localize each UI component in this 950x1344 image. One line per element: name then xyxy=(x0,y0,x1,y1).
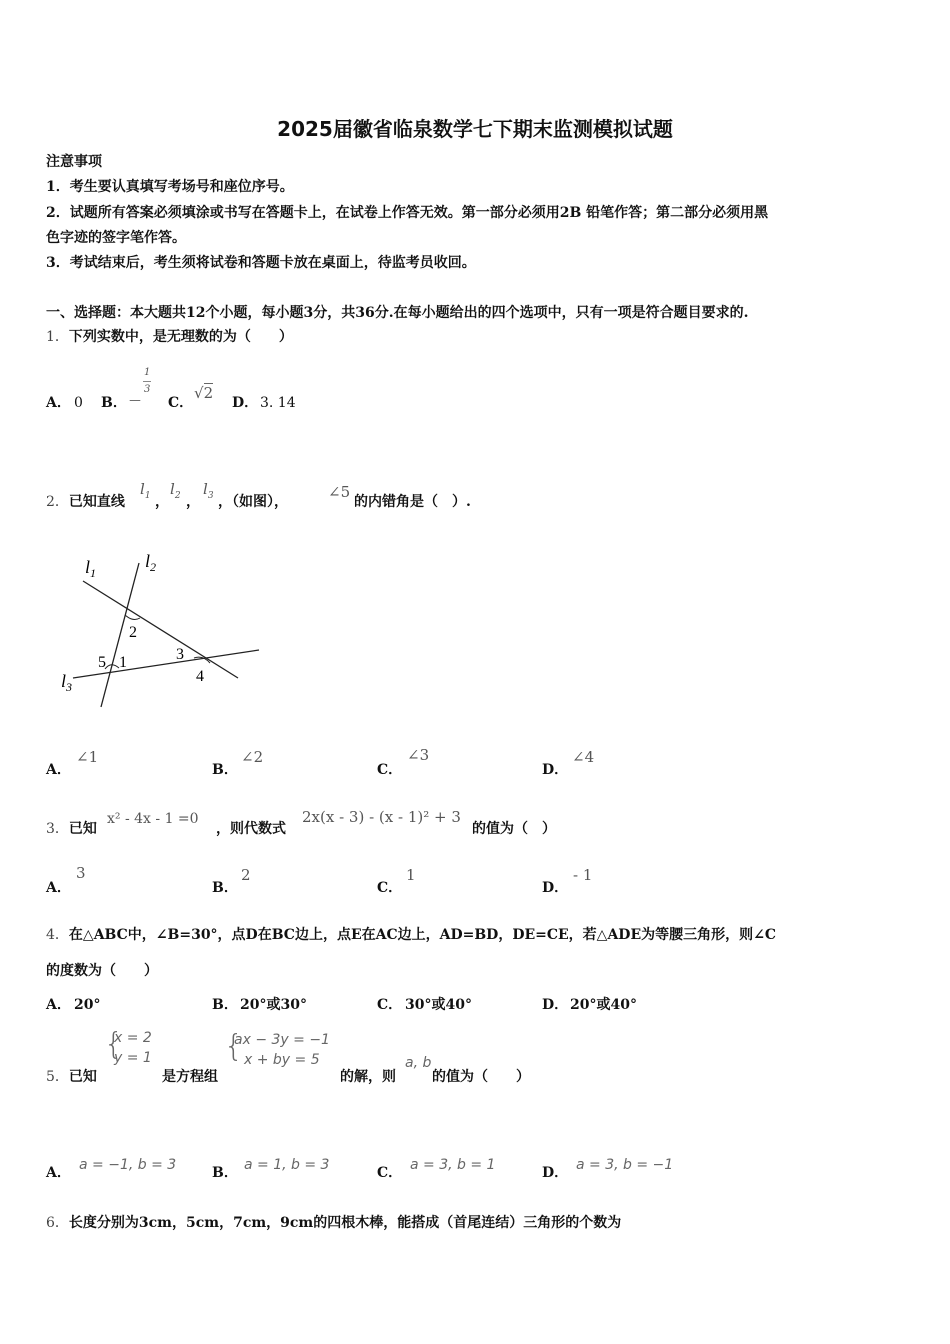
line-l3-label: $l_3$ xyxy=(203,480,214,501)
q3-option-b-label: B． xyxy=(212,880,238,896)
q4-option-d-value: 20°或40° xyxy=(570,997,637,1013)
question-2 xyxy=(46,493,125,511)
question-text-2: ，（如图）， xyxy=(218,494,288,510)
q5-system-2-eq-1: ax − 3y = −1 xyxy=(234,1032,330,1048)
q5-option-b-value: a = 1, b = 3 xyxy=(244,1157,330,1173)
q2-option-a-label: A． xyxy=(46,762,71,778)
q5-option-d-value: a = 3, b = −1 xyxy=(576,1157,674,1173)
q2-option-b-label: B． xyxy=(212,762,238,778)
q1-option-c-label: C． xyxy=(168,395,194,411)
q1-option-c-radicand: 2 xyxy=(203,384,214,402)
q3-option-c-label: C． xyxy=(377,880,403,896)
question-text-1: 已知 xyxy=(68,821,97,837)
q2-option-a-value: ∠1 xyxy=(76,748,99,766)
q1-option-b-denominator: 3 xyxy=(144,384,151,395)
q3-equation-1: x² - 4x - 1 =0 xyxy=(107,811,199,827)
q1-option-b-label: B． xyxy=(101,395,127,411)
q4-option-a-value: 20° xyxy=(74,997,101,1013)
q2-option-d-label: D． xyxy=(542,762,569,778)
question-text-2: ，则代数式 xyxy=(216,821,286,837)
question-1 xyxy=(46,328,293,346)
q5-option-a-value: a = −1, b = 3 xyxy=(79,1157,177,1173)
page-title: 2025届徽省临泉数学七下期末监测模拟试题 xyxy=(277,117,673,141)
q2-figure-diagram xyxy=(55,545,270,715)
question-6 xyxy=(46,1214,621,1232)
q3-option-a-label: A． xyxy=(46,880,71,896)
q5-option-d-label: D． xyxy=(542,1165,569,1181)
q3-option-c-value: 1 xyxy=(406,866,416,884)
q4-option-b-value: 20°或30° xyxy=(240,997,307,1013)
fig-angle-1: 1 xyxy=(119,654,127,671)
q5-option-c-label: C． xyxy=(377,1165,403,1181)
question-number: 6． xyxy=(46,1215,69,1231)
fig-angle-4: 4 xyxy=(196,668,204,685)
q2-option-c-value: ∠3 xyxy=(407,746,430,764)
q3-option-d-label: D． xyxy=(542,880,569,896)
question-text-1: 在△ABC中，∠B=30°，点D在BC边上，点E在AC边上，AD=BD，DE=CE，若△ADE为等腰三角形，则∠C xyxy=(68,927,776,943)
q3-option-b-value: 2 xyxy=(241,866,251,884)
q1-option-a-value: 0 xyxy=(74,395,83,411)
question-text-3: 的内错角是（ ）. xyxy=(354,494,471,510)
fig-angle-3: 3 xyxy=(176,646,184,663)
q5-variables: a, b xyxy=(405,1055,432,1071)
question-number: 3． xyxy=(46,821,69,837)
q1-option-c-sqrt xyxy=(194,384,213,402)
question-number: 4． xyxy=(46,927,69,943)
question-4 xyxy=(46,926,776,944)
comma: ， xyxy=(186,494,200,510)
section-heading: 一、选择题：本大题共12个小题，每小题3分，共36分.在每小题给出的四个选项中，只有一项是符合题目要求的. xyxy=(46,305,749,321)
line-l1-label: $l_1$ xyxy=(140,480,151,501)
fig-angle-5: 5 xyxy=(98,654,106,671)
q5-system-1-eq-2: y = 1 xyxy=(114,1050,152,1066)
q5-system-2-eq-2: x + by = 5 xyxy=(244,1052,320,1068)
notice-item-2-cont: 色字迹的签字笔作答。 xyxy=(46,230,186,246)
q1-option-d-value: 3. 14 xyxy=(260,395,296,411)
q4-option-b-label: B． xyxy=(212,997,238,1013)
q1-option-d-label: D． xyxy=(232,395,259,411)
q5-option-c-value: a = 3, b = 1 xyxy=(410,1157,496,1173)
q1-option-a-label: A． xyxy=(46,395,71,411)
fig-l3-label: $l_3$ xyxy=(61,671,73,694)
fig-angle-2: 2 xyxy=(129,624,137,641)
question-4-cont: 的度数为（ ） xyxy=(46,963,158,979)
q4-option-c-label: C． xyxy=(377,997,403,1013)
q2-option-b-value: ∠2 xyxy=(241,748,264,766)
sqrt-icon: √ xyxy=(194,384,204,402)
question-number: 2． xyxy=(46,494,69,510)
q1-option-b-sign: － xyxy=(128,394,142,410)
question-text-3: 的值为（ ） xyxy=(472,821,556,837)
comma: ， xyxy=(155,494,169,510)
notice-item-3: 3．考试结束后，考生须将试卷和答题卡放在桌面上，待监考员收回。 xyxy=(46,255,476,271)
q5-option-b-label: B． xyxy=(212,1165,238,1181)
angle-5-label: ∠5 xyxy=(328,483,351,501)
question-3 xyxy=(46,820,97,838)
question-number: 5． xyxy=(46,1069,69,1085)
fraction-bar xyxy=(143,381,151,382)
notice-item-2: 2．试题所有答案必须填涂或书写在答题卡上，在试卷上作答无效。第一部分必须用2B 铅笔作答；第二部分必须用黑 xyxy=(46,205,769,221)
q2-option-c-label: C． xyxy=(377,762,403,778)
q1-option-b-numerator: 1 xyxy=(144,367,151,378)
question-5 xyxy=(46,1068,97,1086)
question-text-3: 的解，则 xyxy=(340,1069,396,1085)
question-text-4: 的值为（ ） xyxy=(432,1069,530,1085)
q3-option-d-value: - 1 xyxy=(573,866,593,884)
left-brace-icon: { xyxy=(224,1029,244,1064)
fig-l1-label: $l_1$ xyxy=(85,557,97,580)
question-text-1: 已知 xyxy=(68,1069,97,1085)
q4-option-a-label: A． xyxy=(46,997,71,1013)
q5-option-a-label: A． xyxy=(46,1165,71,1181)
q4-option-c-value: 30°或40° xyxy=(405,997,472,1013)
q3-option-a-value: 3 xyxy=(76,864,86,882)
question-text: 下列实数中，是无理数的为（ ） xyxy=(68,329,293,345)
q3-expression: 2x(x - 3) - (x - 1)² + 3 xyxy=(302,808,461,826)
q2-option-d-value: ∠4 xyxy=(572,748,595,766)
fig-l2-label: $l_2$ xyxy=(145,551,157,574)
question-text-2: 是方程组 xyxy=(162,1069,218,1085)
line-l2-label: $l_2$ xyxy=(170,480,181,501)
q5-system-1-eq-1: x = 2 xyxy=(114,1030,152,1046)
left-brace-icon: { xyxy=(104,1027,124,1062)
question-text: 长度分别为3cm，5cm，7cm，9cm的四根木棒，能搭成（首尾连结）三角形的个数为 xyxy=(68,1215,622,1231)
notice-heading: 注意事项 xyxy=(46,154,102,170)
question-number: 1． xyxy=(46,329,69,345)
question-text-1: 已知直线 xyxy=(68,494,125,510)
q4-option-d-label: D． xyxy=(542,997,569,1013)
notice-item-1: 1．考生要认真填写考场号和座位序号。 xyxy=(46,179,294,195)
line-l1 xyxy=(83,581,238,678)
